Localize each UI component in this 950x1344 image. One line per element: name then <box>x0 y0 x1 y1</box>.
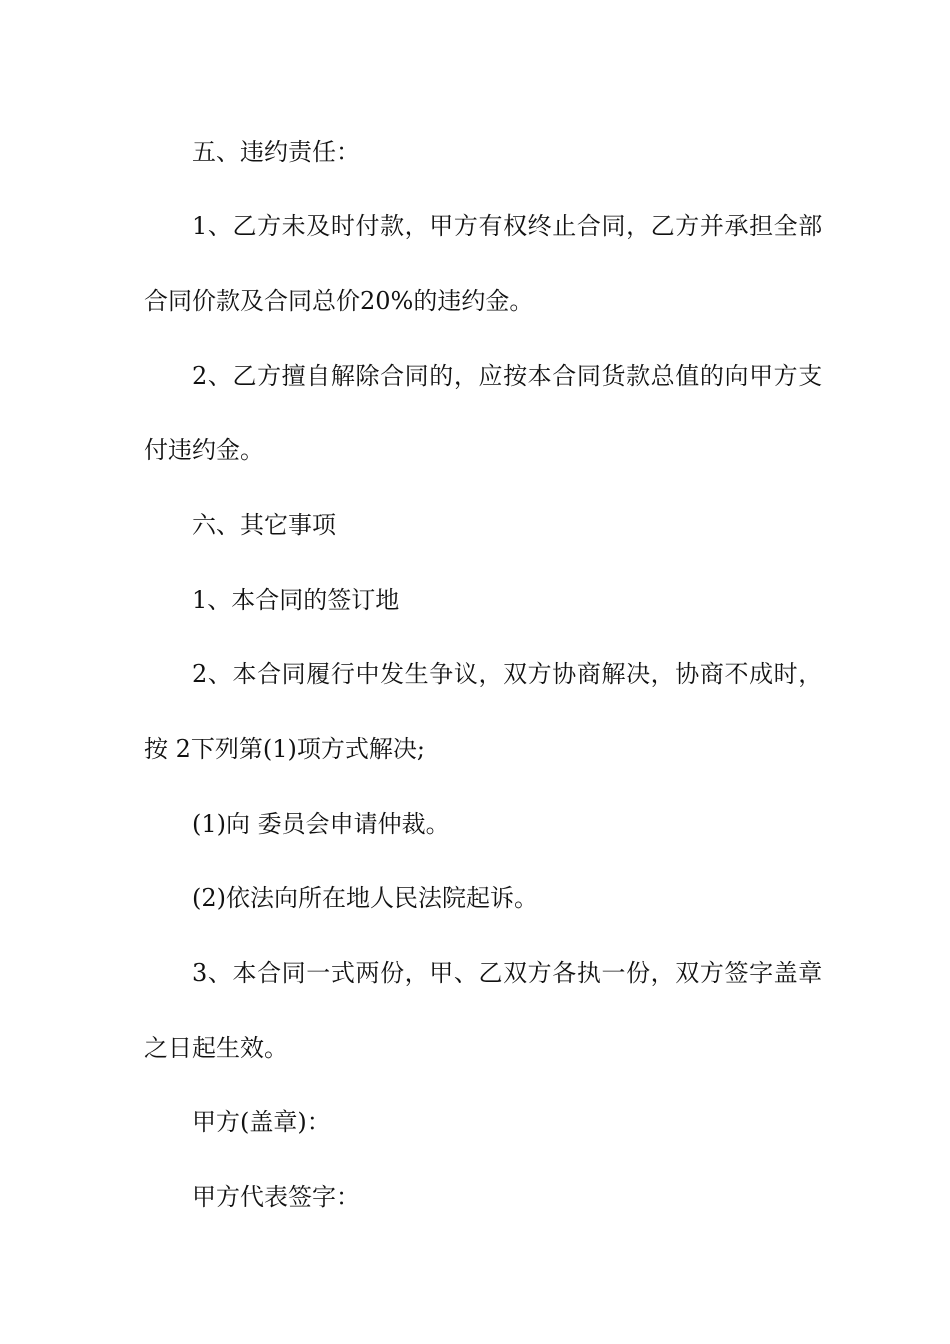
section-heading-breach: 五、违约责任： <box>192 138 360 166</box>
clause-line: 1、本合同的签订地 <box>192 586 400 614</box>
party-a-seal-label: 甲方(盖章)： <box>192 1108 331 1136</box>
clause-line: 付违约金。 <box>144 436 264 464</box>
clause-line: 按 2下列第(1)项方式解决; <box>144 735 425 763</box>
clause-line: 1、乙方未及时付款，甲方有权终止合同，乙方并承担全部 <box>192 212 823 240</box>
clause-line: 合同价款及合同总价20%的违约金。 <box>144 287 534 315</box>
clause-line: (1)向 委员会申请仲裁。 <box>192 810 450 838</box>
clause-line: 2、乙方擅自解除合同的，应按本合同货款总值的向甲方支 <box>192 362 823 390</box>
party-a-signature-label: 甲方代表签字： <box>192 1183 360 1211</box>
clause-line: 3、本合同一式两份，甲、乙双方各执一份，双方签字盖章 <box>192 959 823 987</box>
clause-line: 之日起生效。 <box>144 1034 288 1062</box>
clause-line: (2)依法向所在地人民法院起诉。 <box>192 884 538 912</box>
clause-line: 2、本合同履行中发生争议，双方协商解决，协商不成时， <box>192 660 823 688</box>
section-heading-other: 六、其它事项 <box>192 511 336 539</box>
